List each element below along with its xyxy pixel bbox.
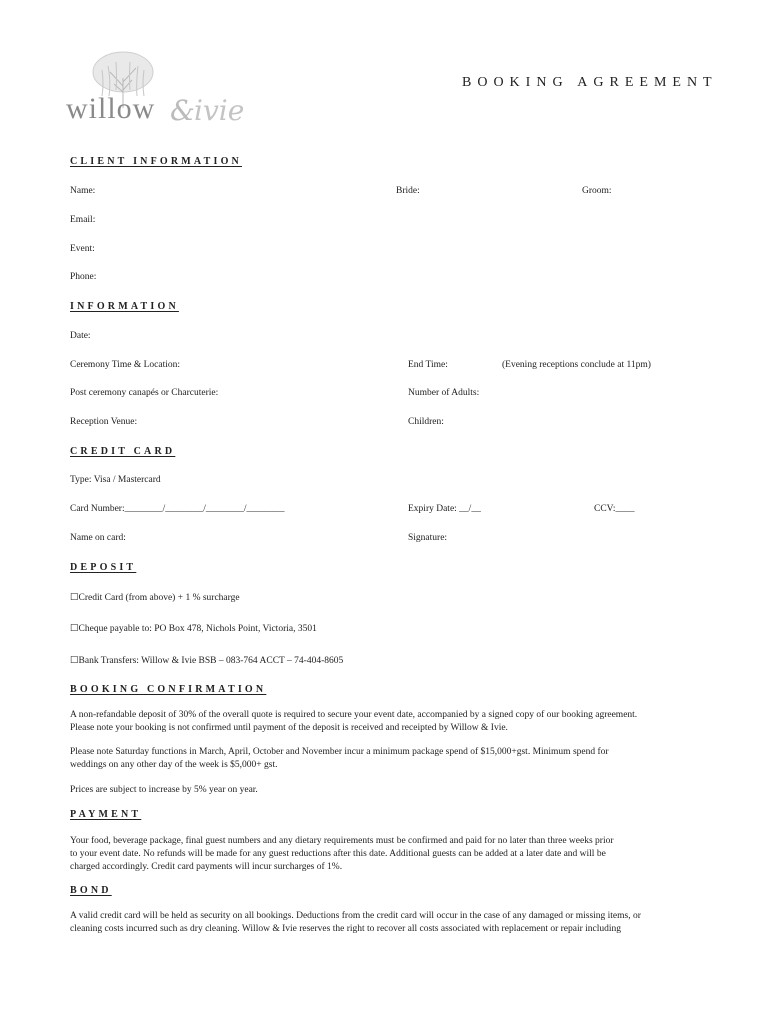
event-label: Event: [70,244,95,254]
section-heading-information: INFORMATION [70,301,179,312]
end-time-label: End Time: [408,360,448,370]
section-heading-bond: BOND [70,885,112,896]
booking-confirmation-paragraph-3 [70,784,710,797]
end-time-note: (Evening receptions conclude at 11pm) [502,360,651,370]
text-line: Prices are subject to increase by 5% year on year. [70,785,258,795]
bond-paragraph [70,910,710,936]
deposit-option-credit-card[interactable]: ☐Credit Card (from above) + 1 % surcharge [70,593,240,603]
email-label: Email: [70,215,96,225]
logo-ivie: ivie [194,94,245,127]
payment-paragraph [70,835,710,874]
date-label: Date: [70,331,91,341]
adults-label: Number of Adults: [408,388,480,398]
name-on-card-label: Name on card: [70,533,126,543]
text-line: Please note Saturday functions in March, April, October and November incur a minimum package spend of $15,000+gst. Minimum spend for [70,747,609,757]
text-line: to your event date. No refunds will be made for any guest reductions after this date. Additional guests can be added at a later date and will be [70,849,606,859]
section-heading-client-information: CLIENT INFORMATION [70,156,242,167]
text-line: A non-refandable deposit of 30% of the overall quote is required to secure your event date, accompanied by a signed copy of our booking agreement. [70,710,638,720]
section-heading-booking-confirmation: BOOKING CONFIRMATION [70,684,267,695]
canapes-label: Post ceremony canapés or Charcuterie: [70,388,219,398]
ccv-field: CCV:____ [594,504,635,514]
text-line: Please note your booking is not confirmed until payment of the deposit is received and receipted by Willow & Ivie. [70,723,508,733]
text-line: weddings on any other day of the week is $5,000+ gst. [70,760,278,770]
booking-confirmation-paragraph-1 [70,709,710,735]
signature-label: Signature: [408,533,448,543]
text-line: A valid credit card will be held as security on all bookings. Deductions from the credit card will occur in the case of any damaged or missing items, or [70,911,641,921]
children-label: Children: [408,417,444,427]
section-heading-credit-card: CREDIT CARD [70,446,176,457]
venue-label: Reception Venue: [70,417,138,427]
bride-label: Bride: [396,186,420,196]
groom-label: Groom: [582,186,612,196]
deposit-option-cheque[interactable]: ☐Cheque payable to: PO Box 478, Nichols Point, Victoria, 3501 [70,624,317,634]
text-line: charged accordingly. Credit card payments will incur surcharges of 1%. [70,862,343,872]
card-number-field: Card Number:________/________/________/________ [70,504,285,514]
section-heading-payment: PAYMENT [70,809,142,820]
logo-ampersand: & [170,94,195,127]
logo [66,48,296,130]
name-label: Name: [70,186,96,196]
logo-willow: willow [66,92,156,125]
card-type-label: Type: Visa / Mastercard [70,475,161,485]
expiry-field: Expiry Date: __/__ [408,504,481,514]
deposit-option-bank-transfer[interactable]: ☐Bank Transfers: Willow & Ivie BSB – 083-764 ACCT – 74-404-8605 [70,656,344,666]
ceremony-label: Ceremony Time & Location: [70,360,181,370]
section-heading-deposit: DEPOSIT [70,562,137,573]
phone-label: Phone: [70,272,97,282]
document-title: BOOKING AGREEMENT [462,75,718,90]
booking-confirmation-paragraph-2 [70,746,710,772]
text-line: cleaning costs incurred such as dry cleaning. Willow & Ivie reserves the right to recover all costs associated with replacement or repair including [70,924,622,934]
text-line: Your food, beverage package, final guest numbers and any dietary requirements must be confirmed and paid for no later than three weeks prior [70,836,614,846]
